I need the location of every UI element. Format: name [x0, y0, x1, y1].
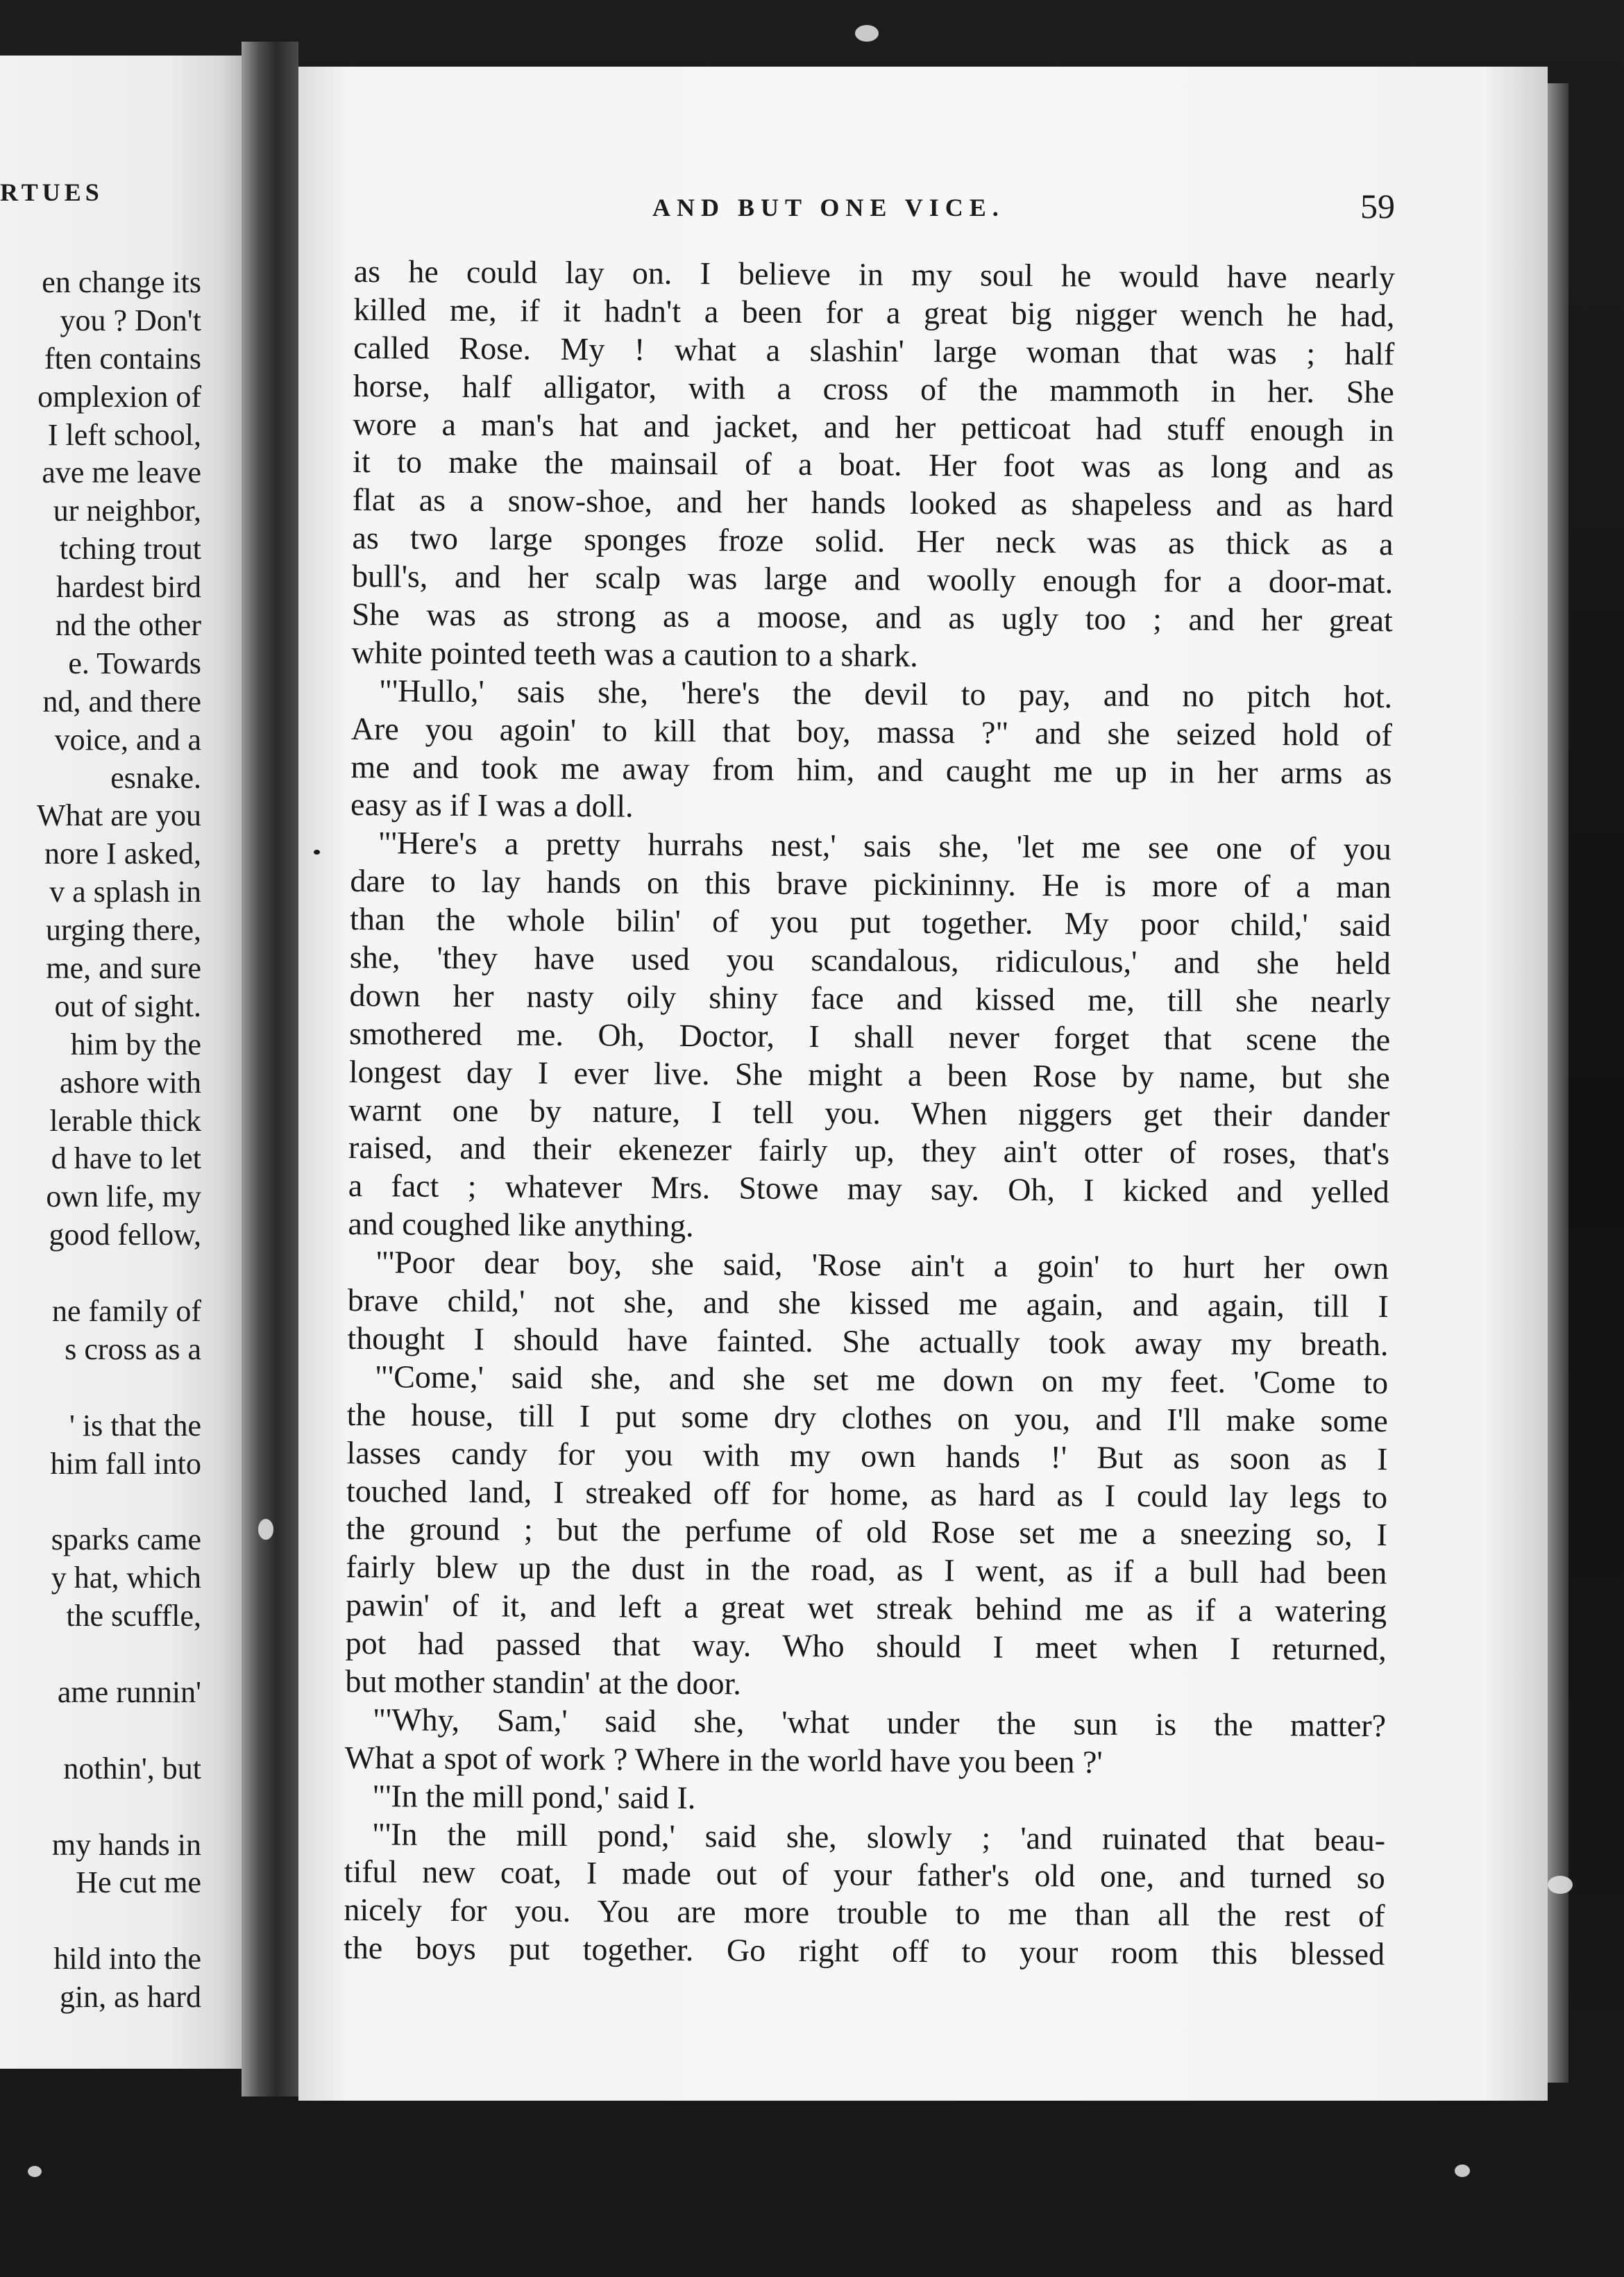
text-line: thought I should have fainted. She actually took away my breath.	[347, 1320, 1389, 1363]
text-line: tiful new coat, I made out of your father's old one, and turned so	[344, 1854, 1385, 1896]
text-line: flat as a snow-shoe, and her hands looked as shapeless and as hard	[352, 482, 1394, 524]
text-line: she, 'they have used you scandalous, ridiculous,' and she held	[349, 939, 1391, 982]
previous-page-line: ashore with	[59, 1065, 201, 1100]
previous-page-line: sparks came	[51, 1522, 201, 1557]
previous-page-line: you ? Don't	[60, 303, 201, 337]
dust-speck	[258, 1519, 273, 1540]
text-line: Are you agoin' to kill that boy, massa ?" and she seized hold of	[350, 710, 1392, 753]
previous-page-line	[0, 1636, 201, 1674]
previous-page-line: tching trout	[59, 532, 201, 566]
text-line: "'In the mill pond,' said I.	[372, 1777, 696, 1815]
previous-page-line: omplexion of	[37, 379, 201, 414]
previous-page-line: d have to let	[51, 1141, 201, 1176]
previous-page-line: ften contains	[44, 341, 201, 376]
text-line: the ground ; but the perfume of old Rose set me a sneezing so, I	[346, 1511, 1387, 1553]
margin-mark	[314, 850, 320, 855]
text-line: She was as strong as a moose, and as ugly too ; and her great	[351, 596, 1393, 639]
page-edge-shadow	[1548, 83, 1568, 2083]
previous-page-line: What are you	[37, 798, 201, 833]
text-line: and coughed like anything.	[348, 1206, 694, 1244]
text-line: "'Why, Sam,' said she, 'what under the sun is the matter?	[372, 1702, 1387, 1743]
previous-page-line: nothin', but	[63, 1751, 201, 1786]
text-line: nicely for you. You are more trouble to me than all the rest of	[344, 1892, 1385, 1934]
previous-page-line: the scuffle,	[66, 1599, 201, 1633]
previous-page-line: own life, my	[46, 1179, 201, 1214]
previous-page-line: en change its	[42, 265, 201, 299]
previous-page-line: ne family of	[51, 1294, 201, 1329]
previous-page-line: hild into the	[53, 1942, 201, 1976]
previous-page-line: him by the	[70, 1027, 201, 1061]
previous-page-line: hardest bird	[56, 570, 201, 605]
previous-page-line: out of sight.	[54, 989, 201, 1023]
text-line: easy as if I was a doll.	[350, 787, 634, 824]
running-head	[298, 189, 1548, 230]
previous-page-line	[0, 1712, 201, 1750]
previous-page-line: nore I asked,	[44, 837, 201, 871]
text-line: wore a man's hat and jacket, and her petticoat had stuff enough in	[353, 405, 1394, 448]
current-page	[298, 67, 1548, 2101]
text-line: raised, and their ekenezer fairly up, they ain't otter of roses, that's	[348, 1129, 1390, 1172]
previous-page-line: I left school,	[47, 417, 201, 452]
text-line: "'Here's a pretty hurrahs nest,' sais she, 'let me see one of you	[378, 825, 1392, 867]
text-line: as he could lay on. I believe in my soul he would have nearly	[353, 253, 1395, 296]
text-line: "'In the mill pond,' said she, slowly ; 'and ruinated that beau-	[371, 1815, 1386, 1858]
previous-page-line: He cut me	[76, 1865, 201, 1900]
text-line: bull's, and her scalp was large and woolly enough for a door-mat.	[351, 558, 1394, 600]
previous-page-line: me, and sure	[46, 951, 201, 986]
previous-page-line: y hat, which	[51, 1561, 201, 1595]
previous-page-line: ave me leave	[42, 455, 201, 490]
page-number: 59	[1360, 187, 1395, 226]
previous-page-line: s cross as a	[65, 1331, 201, 1366]
previous-page-running-head: RTUES	[0, 178, 103, 206]
running-head-title: AND BUT ONE VICE.	[652, 194, 1005, 221]
previous-page-line	[0, 1369, 201, 1407]
text-line: fairly blew up the dust in the road, as I went, as if a bull had been	[346, 1549, 1387, 1591]
dust-speck	[28, 2166, 42, 2177]
previous-page-line: good fellow,	[49, 1218, 201, 1252]
text-line: than the whole bilin' of you put together. My poor child,' said	[349, 901, 1392, 943]
text-line: What a spot of work ? Where in the world have you been ?'	[344, 1739, 1103, 1780]
previous-page-line: lerable thick	[49, 1103, 201, 1138]
text-line: touched land, I streaked off for home, as hard as I could lay legs to	[346, 1472, 1388, 1515]
text-line: pawin' of it, and left a great wet streak behind me as if a watering	[345, 1587, 1387, 1629]
text-line: warnt one by nature, I tell you. When niggers get their dander	[348, 1091, 1390, 1134]
previous-page-line: ame runnin'	[57, 1674, 201, 1709]
previous-page-line: nd, and there	[42, 684, 201, 719]
text-line: white pointed teeth was a caution to a shark.	[351, 634, 918, 673]
text-line: dare to lay hands on this brave pickininny. He is more of a man	[350, 863, 1392, 905]
previous-page	[0, 56, 242, 2069]
previous-page-text	[0, 264, 201, 2017]
text-line: but mother standin' at the door.	[345, 1663, 741, 1702]
text-line: longest day I ever live. She might a been Rose by name, but she	[348, 1053, 1390, 1095]
text-line: a fact ; whatever Mrs. Stowe may say. Oh, I kicked and yelled	[348, 1168, 1389, 1210]
previous-page-line	[0, 1788, 201, 1826]
text-line: smothered me. Oh, Doctor, I shall never forget that scene the	[348, 1015, 1391, 1057]
dust-speck	[1455, 2165, 1470, 2177]
text-line: "'Come,' said she, and she set me down on my feet. 'Come to	[374, 1359, 1389, 1400]
previous-page-line: e. Towards	[68, 646, 201, 680]
previous-page-line: my hands in	[51, 1827, 201, 1862]
text-line: the house, till I put some dry clothes on you, and I'll make some	[346, 1396, 1388, 1438]
previous-page-line: nd the other	[55, 608, 201, 643]
previous-page-line: ' is that the	[69, 1408, 201, 1443]
text-line: horse, half alligator, with a cross of the mammoth in her. She	[353, 367, 1394, 410]
previous-page-line	[0, 1484, 201, 1522]
text-line: the boys put together. Go right off to your room this blessed	[343, 1930, 1385, 1972]
text-line: it to make the mainsail of a boat. Her foot was as long and as	[353, 444, 1394, 486]
previous-page-line: urging there,	[45, 913, 201, 948]
previous-page-line: voice, and a	[54, 722, 201, 757]
text-line: lasses candy for you with my own hands !' But as soon as I	[346, 1434, 1388, 1477]
previous-page-line	[0, 1254, 201, 1293]
text-line: "'Poor dear boy, she said, 'Rose ain't a goin' to hurt her own	[375, 1244, 1389, 1286]
previous-page-line: him fall into	[50, 1446, 201, 1481]
previous-page-line: esnake.	[110, 760, 201, 795]
text-line: down her nasty oily shiny face and kissed me, till she nearly	[349, 977, 1391, 1020]
text-line: me and took me away from him, and caught me up in her arms as	[350, 748, 1392, 791]
text-line: "'Hullo,' sais she, 'here's the devil to pay, and no pitch hot.	[378, 673, 1393, 714]
binding-gutter	[242, 42, 298, 2097]
text-line: as two large sponges froze solid. Her neck was as thick as a	[352, 520, 1394, 562]
page-body-text	[344, 253, 1395, 1974]
previous-page-line	[0, 1902, 201, 1940]
dust-speck	[855, 25, 879, 42]
text-line: pot had passed that way. Who should I meet when I returned,	[345, 1625, 1387, 1667]
dust-speck	[1548, 1876, 1573, 1894]
previous-page-line: gin, as hard	[59, 1980, 201, 2015]
text-line: killed me, if it hadn't a been for a great big nigger wench he had,	[353, 291, 1395, 334]
previous-page-line: v a splash in	[49, 875, 201, 909]
previous-page-line: ur neighbor,	[53, 494, 201, 528]
text-line: called Rose. My ! what a slashin' large woman that was ; half	[353, 329, 1395, 371]
text-line: brave child,' not she, and she kissed me again, and again, till I	[347, 1282, 1389, 1325]
